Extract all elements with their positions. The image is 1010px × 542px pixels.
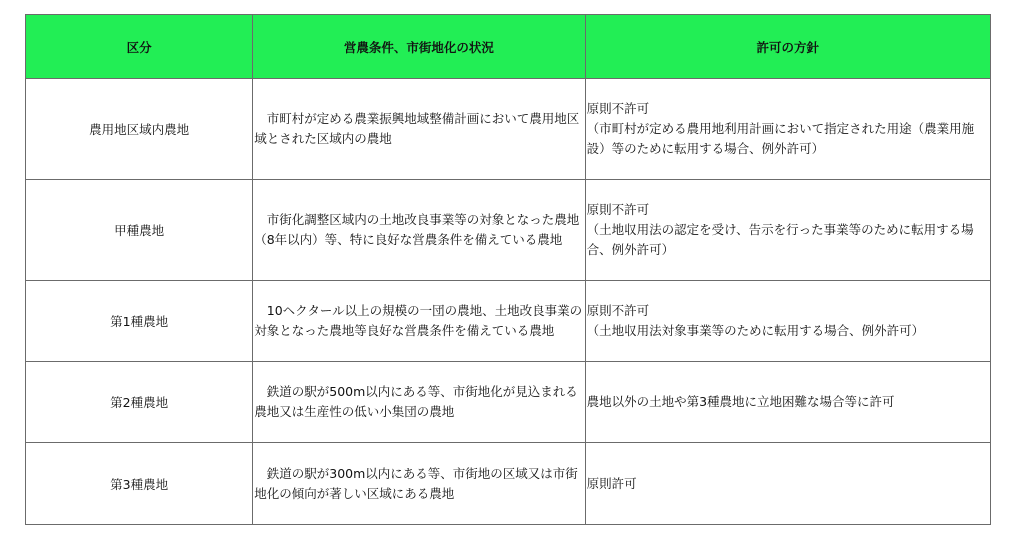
table-row [26,180,991,281]
condition-text: 市町村が定める農業振興地域整備計画において農用地区域とされた区域内の農地 [254,111,580,146]
header-condition: 営農条件、市街地化の状況 [253,15,585,79]
category-cell: 第1種農地 [26,281,253,362]
category-cell: 農用地区域内農地 [26,79,253,180]
condition-text: 10ヘクタール以上の規模の一団の農地、土地改良事業の対象となった農地等良好な営農条件を備えている農地 [254,303,583,338]
condition-cell [253,79,585,180]
header-row [26,15,991,79]
policy-cell [585,281,990,362]
condition-cell [253,281,585,362]
policy-main: 原則許可 [586,475,637,491]
category-cell: 第2種農地 [26,362,253,443]
header-category: 区分 [26,15,253,79]
policy-detail: （土地収用法対象事業等のために転用する場合、例外許可） [586,323,925,338]
condition-cell [253,443,585,525]
condition-text: 鉄道の駅が300m以内にある等、市街地の区域又は市街地化の傾向が著しい区域にある農地 [254,465,578,501]
farmland-conversion-table [25,14,991,525]
policy-main: 農地以外の土地や第3種農地に立地困難な場合等に許可 [586,394,895,409]
condition-cell [253,180,585,281]
table-row [26,281,991,362]
table-row [26,362,991,443]
policy-cell [585,180,990,281]
category-cell: 第3種農地 [26,443,253,525]
table-row [26,443,991,525]
condition-text: 鉄道の駅が500m以内にある等、市街地化が見込まれる農地又は生産性の低い小集団の農地 [254,384,578,419]
table-row [26,79,991,180]
category-cell: 甲種農地 [26,180,253,281]
policy-detail: （土地収用法の認定を受け、告示を行った事業等のために転用する場合、例外許可） [586,222,974,257]
policy-cell [585,443,990,525]
policy-main: 原則不許可 [586,202,650,217]
header-policy: 許可の方針 [585,15,990,79]
policy-cell [585,362,990,443]
policy-main: 原則不許可 [586,101,650,116]
policy-main: 原則不許可 [586,303,650,318]
condition-cell [253,362,585,443]
condition-text: 市街化調整区域内の土地改良事業等の対象となった農地（8年以内）等、特に良好な営農条件を備えている農地 [254,212,580,247]
policy-detail: （市町村が定める農用地利用計画において指定された用途（農業用施設）等のために転用する場合、例外許可） [586,121,975,156]
policy-cell [585,79,990,180]
